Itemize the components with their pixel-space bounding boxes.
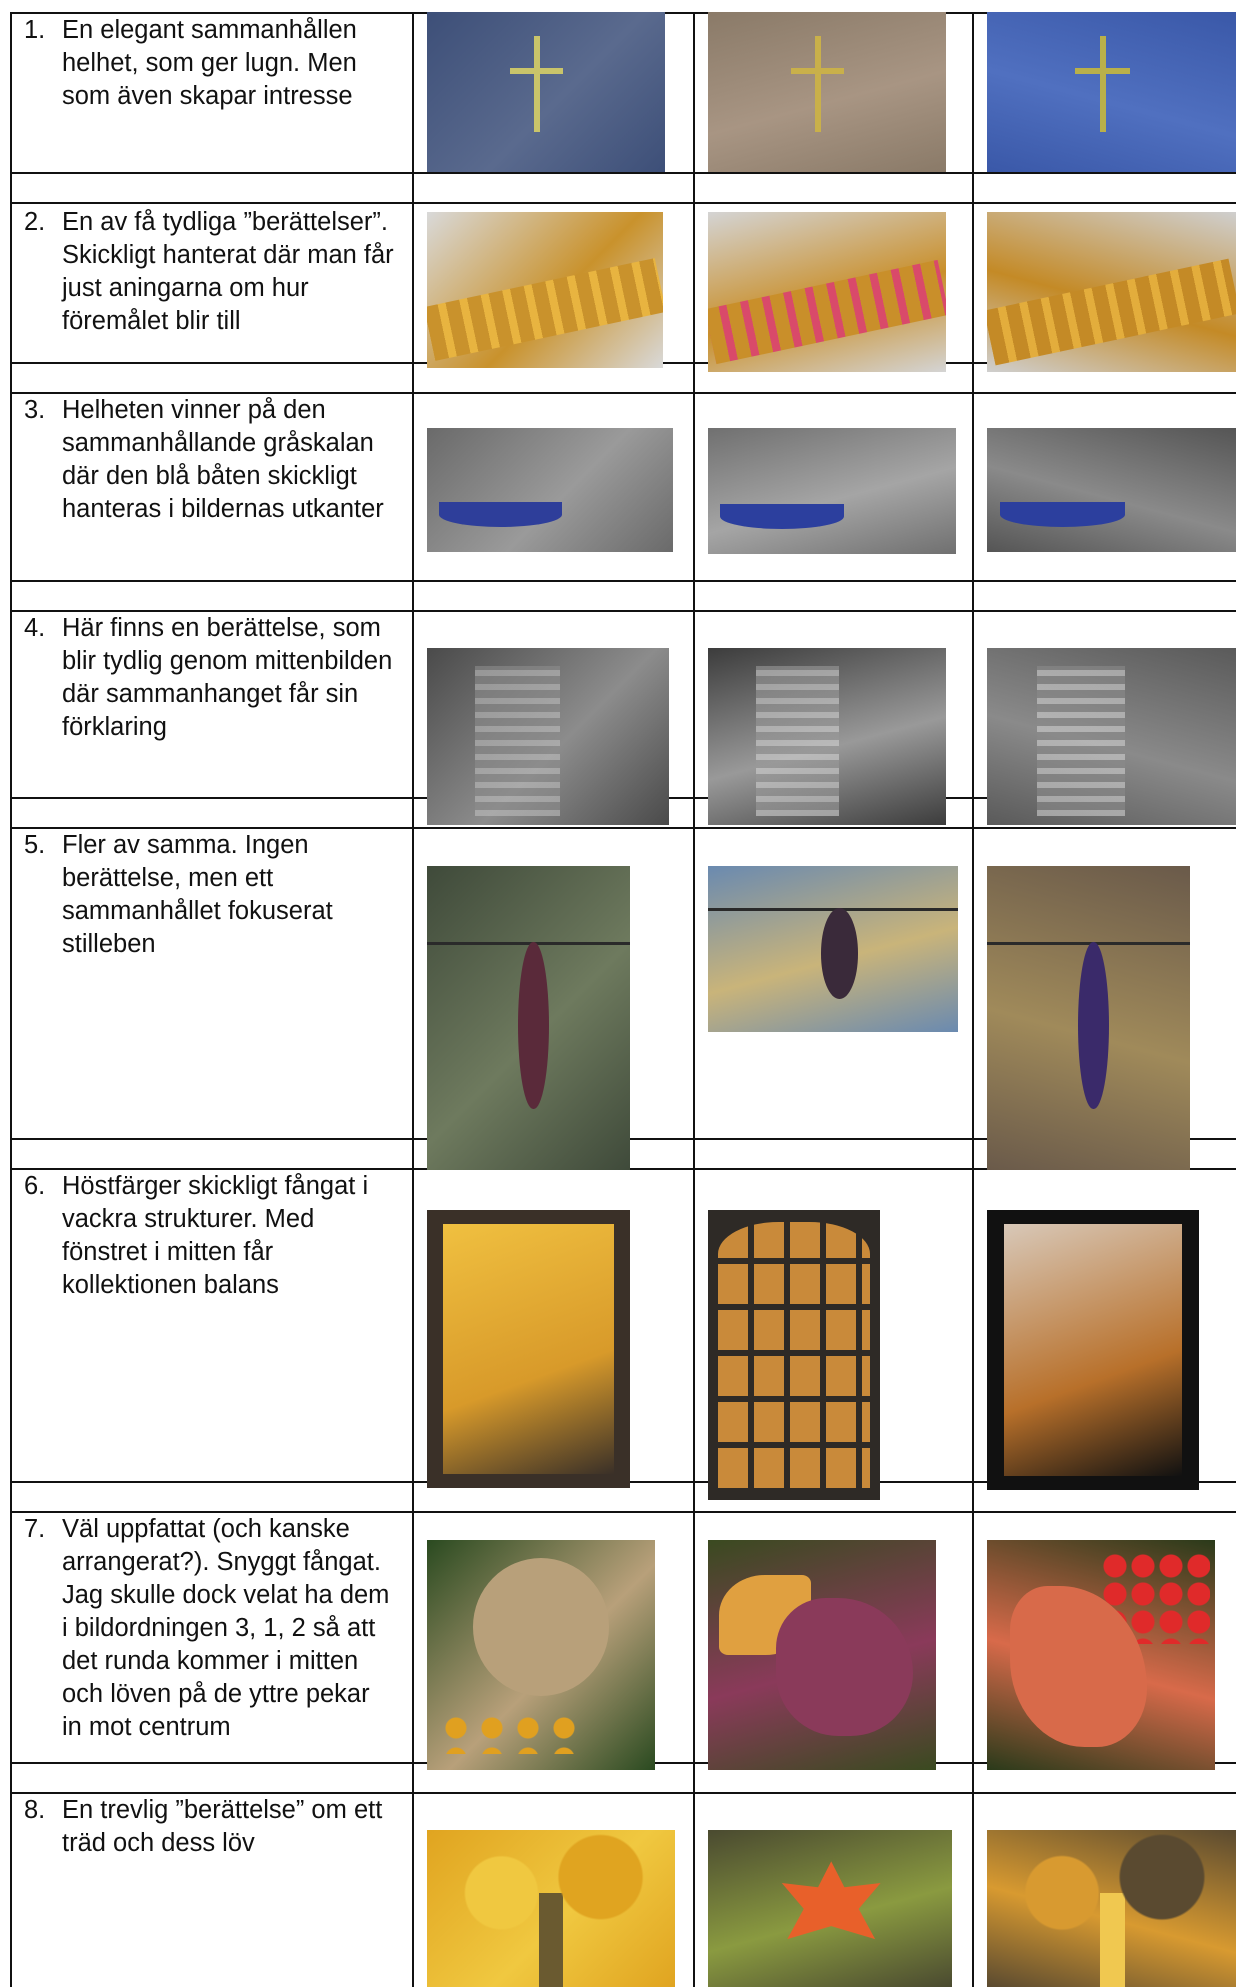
boat-motif (720, 504, 844, 529)
crochet-photo (708, 212, 946, 372)
frosted-window-motif (443, 1224, 614, 1474)
stone-cross-photo (987, 12, 1236, 172)
row-number: 6. (24, 1172, 46, 1200)
row-comment: Helheten vinner på den sammanhållande gråskalan där den blå båten skickligt hanteras i bildernas utkanter (62, 396, 384, 523)
maple-leaf-photo (708, 1830, 952, 1987)
leaf-branch-photo (987, 866, 1190, 1170)
boat-motif (1000, 502, 1125, 527)
leaf-branch-motif (1078, 942, 1108, 1109)
row-description (24, 14, 396, 113)
row-description (24, 394, 396, 526)
crochet-motif (427, 258, 663, 360)
mushroom-dots (438, 1713, 575, 1754)
row-number: 2. (24, 208, 46, 236)
round-leaf-photo (427, 1540, 655, 1770)
row-comment: En trevlig ”berättelse” om ett träd och dess löv (62, 1796, 383, 1857)
boat-photo (987, 428, 1236, 552)
frosted-window-photo (987, 1210, 1199, 1490)
table-divider (10, 580, 1236, 582)
row-description (24, 829, 396, 961)
gravestone-photo (708, 648, 946, 825)
column-divider (10, 12, 12, 1987)
table-divider (10, 202, 1236, 204)
frosted-window-motif (1004, 1224, 1182, 1476)
autumn-tree-motif (987, 1830, 1236, 1987)
stone-cross-photo (708, 12, 946, 172)
fern-leaf-photo (708, 1540, 936, 1770)
crochet-motif (708, 260, 946, 364)
row-number: 7. (24, 1515, 46, 1543)
gravestone-motif (756, 666, 839, 816)
row-description (24, 612, 396, 744)
row-number: 8. (24, 1796, 46, 1824)
autumn-tree-photo (987, 1830, 1236, 1987)
row-number: 1. (24, 16, 46, 44)
fern-leaf-motif (776, 1598, 913, 1736)
row-comment: Här finns en berättelse, som blir tydlig genom mittenbilden där sammanhanget får sin förklaring (62, 614, 393, 741)
church-window-photo (708, 1210, 880, 1500)
row-description (24, 1513, 396, 1744)
boat-photo (708, 428, 956, 554)
autumn-tree-photo (427, 1830, 675, 1987)
rowan-berries-photo (987, 1540, 1215, 1770)
row-comment: Fler av samma. Ingen berättelse, men ett sammanhållet fokuserat stilleben (62, 831, 333, 958)
column-divider (412, 12, 414, 1987)
row-number: 3. (24, 396, 46, 424)
row-comment: En elegant sammanhållen helhet, som ger lugn. Men som även skapar intresse (62, 16, 357, 110)
row-number: 5. (24, 831, 46, 859)
stone-cross-motif (534, 36, 540, 132)
crochet-photo (987, 212, 1236, 372)
leaf-branch-photo (708, 866, 958, 1032)
row-description (24, 206, 396, 338)
row-comment: En av få tydliga ”berättelser”. Skickligt hanterat där man får just aningarna om hur föremålet blir till (62, 208, 394, 335)
leaf-branch-photo (427, 866, 630, 1170)
row-number: 4. (24, 614, 46, 642)
boat-photo (427, 428, 673, 552)
stone-cross-photo (427, 12, 665, 172)
row-description (24, 1794, 396, 1860)
stone-cross-motif (815, 36, 821, 132)
gravestone-photo (987, 648, 1236, 825)
column-divider (972, 12, 974, 1987)
row-description (24, 1170, 396, 1302)
stone-cross-motif (1100, 36, 1106, 132)
row-comment: Väl uppfattat (och kanske arrangerat?). Snyggt fångat. Jag skulle dock velat ha dem i bildordningen 3, 1, 2 så att det runda kommer i mitten och löven på de yttre pekar in mot centrum (62, 1515, 390, 1741)
frosted-window-photo (427, 1210, 630, 1488)
autumn-tree-motif (427, 1830, 675, 1987)
maple-leaf-motif (776, 1861, 886, 1947)
gravestone-motif (1037, 666, 1125, 816)
boat-motif (439, 502, 562, 527)
gravestone-photo (427, 648, 669, 825)
window-muntins (718, 1222, 869, 1489)
row-comment: Höstfärger skickligt fångat i vackra strukturer. Med fönstret i mitten får kollektionen balans (62, 1172, 369, 1299)
leaf-branch-motif (821, 908, 859, 999)
round-leaf-motif (473, 1558, 610, 1696)
crochet-photo (427, 212, 663, 368)
table-divider (10, 172, 1236, 174)
leaf-branch-motif (518, 942, 548, 1109)
crochet-motif (987, 259, 1236, 366)
gravestone-motif (475, 666, 560, 816)
column-divider (693, 12, 695, 1987)
